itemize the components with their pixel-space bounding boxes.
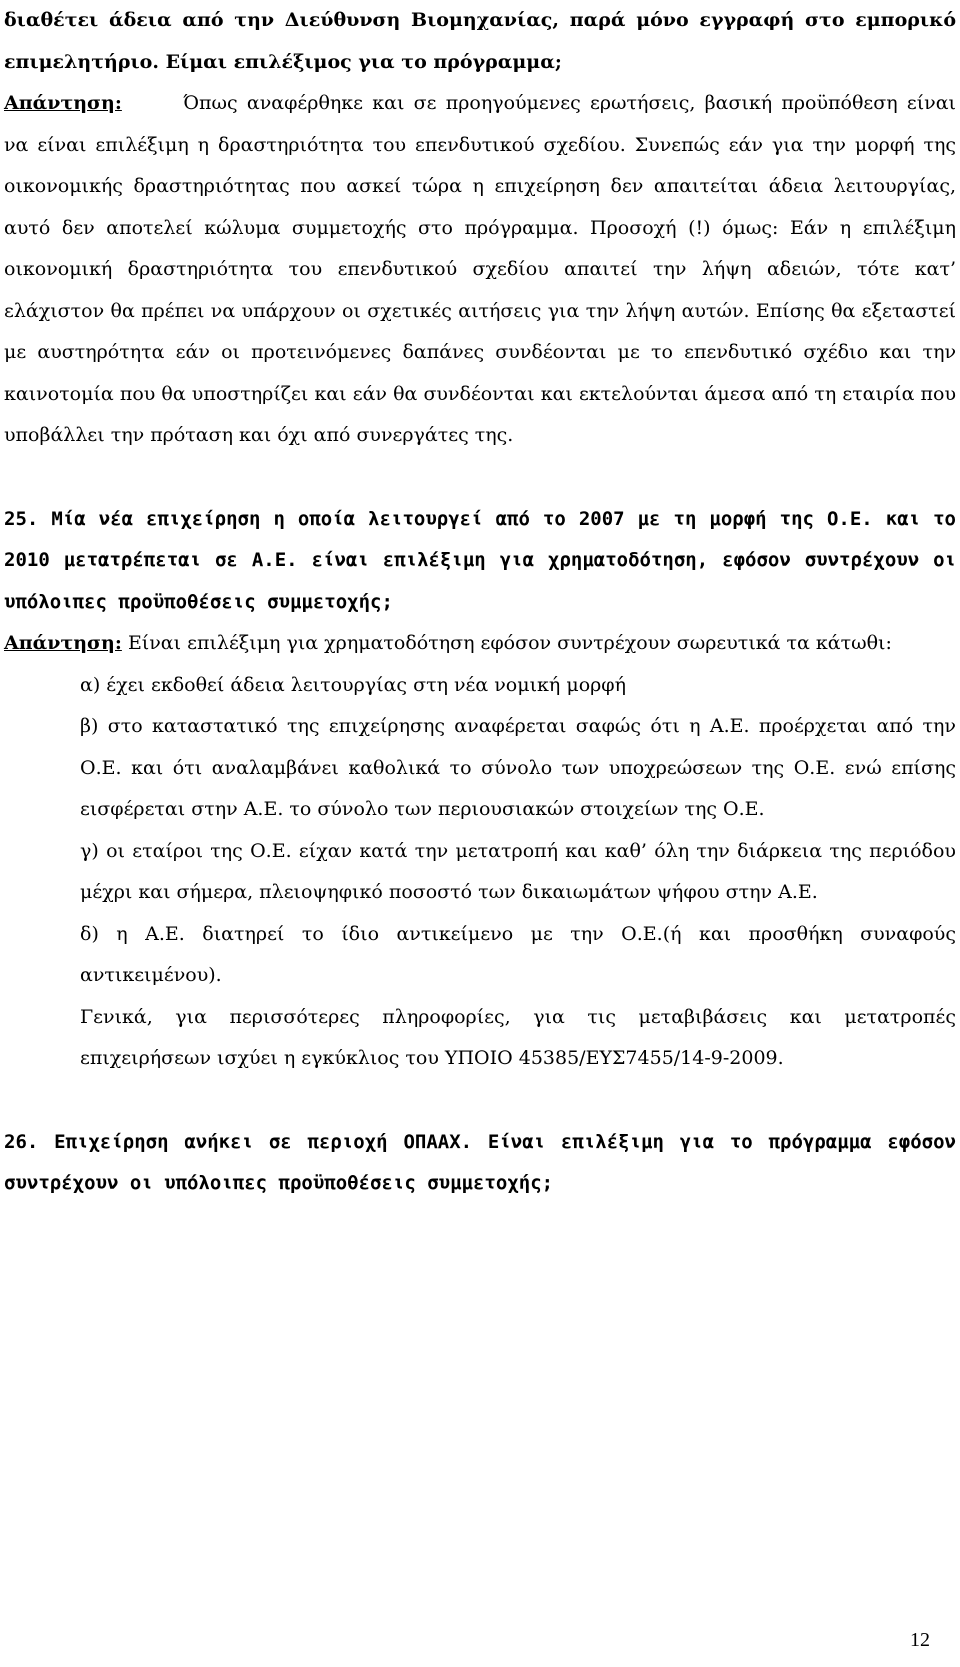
spacer bbox=[4, 1080, 956, 1122]
answer-text: Είναι επιλέξιμη για χρηματοδότηση εφόσον συντρέχουν σωρευτικά τα κάτωθι: bbox=[127, 632, 892, 654]
answer-25-general-note: Γενικά, για περισσότερες πληροφορίες, για τις μεταβιβάσεις και μετατροπές επιχειρήσεων ισχύει η εγκύκλιος του ΥΠΟΙΟ 45385/ΕΥΣ7455/14-9-2009. bbox=[80, 1005, 956, 1069]
question-25: 25. Μία νέα επιχείρηση η οποία λειτουργεί από το 2007 με τη μορφή της Ο.Ε. και το 2010 μετατρέπεται σε Α.Ε. είναι επιλέξιμη για χρηματοδότηση, εφόσον συντρέχουν οι υπόλοιπες προϋποθέσεις συμμετοχής; bbox=[4, 507, 956, 613]
page-content bbox=[4, 0, 956, 1205]
answer-25-paragraph bbox=[4, 623, 956, 665]
spacer bbox=[4, 457, 956, 499]
answer-25-item-c: γ) οι εταίροι της Ο.Ε. είχαν κατά την μετατροπή και καθ’ όλη την διάρκεια της περιόδου μέχρι και σήμερα, πλειοψηφικό ποσοστό των δικαιωμάτων ψήφου στην Α.Ε. bbox=[80, 839, 956, 903]
answer-25-item-b: β) στο καταστατικό της επιχείρησης αναφέρεται σαφώς ότι η Α.Ε. προέρχεται από την Ο.Ε. και ότι αναλαμβάνει καθολικά το σύνολο των υποχρεώσεων της Ο.Ε. ενώ επίσης εισφέρεται στην Α.Ε. το σύνολο των περιουσιακών στοιχείων της Ο.Ε. bbox=[80, 715, 956, 820]
answer-text: Όπως αναφέρθηκε και σε προηγούμενες ερωτήσεις, βασική προϋπόθεση είναι να είναι επιλέξιμη η δραστηριότητα του επενδυτικού σχεδίου. Συνεπώς εάν για την μορφή της οικονομικής δραστηριότητας που ασκεί τώρα η επιχείρηση δεν απαιτείται άδεια λειτουργίας, αυτό δεν αποτελεί κώλυμα συμμετοχής στο πρόγραμμα. Προσοχή (!) όμως: Εάν η επιλέξιμη οικονομική δραστηριότητα του επενδυτικού σχεδίου απαιτεί την λήψη αδειών, τότε κατ’ ελάχιστον θα πρέπει να υπάρχουν οι σχετικές αιτήσεις για την λήψη αυτών. Επίσης θα εξεταστεί με αυστηρότητα εάν οι προτεινόμενες δαπάνες συνδέονται με το επενδυτικό σχέδιο και την καινοτομία που θα υποστηρίζει και εάν θα συνδέονται και εκτελούνται άμεσα από τη εταιρία που υποβάλλει την πρόταση και όχι από συνεργάτες της. bbox=[4, 92, 956, 446]
page-number: 12 bbox=[910, 1629, 930, 1651]
question-26: 26. Επιχείρηση ανήκει σε περιοχή ΟΠΑΑΧ. Είναι επιλέξιμη για το πρόγραμμα εφόσον συντρέχουν οι υπόλοιπες προϋποθέσεις συμμετοχής; bbox=[4, 1130, 956, 1194]
answer-label: Απάντηση: bbox=[4, 92, 122, 114]
previous-question-tail: διαθέτει άδεια από την Διεύθυνση Βιομηχανίας, παρά μόνο εγγραφή στο εμπορικό επιμελητήριο. Είμαι επιλέξιμος για το πρόγραμμα; bbox=[4, 9, 956, 73]
answer-25-item-a: α) έχει εκδοθεί άδεια λειτουργίας στη νέα νομική μορφή bbox=[80, 673, 626, 696]
answer-25-item-d: δ) η Α.Ε. διατηρεί το ίδιο αντικείμενο με την Ο.Ε.(ή και προσθήκη συναφούς αντικειμένου). bbox=[80, 922, 956, 986]
answer-label: Απάντηση: bbox=[4, 632, 122, 654]
previous-answer-paragraph bbox=[4, 0, 956, 457]
